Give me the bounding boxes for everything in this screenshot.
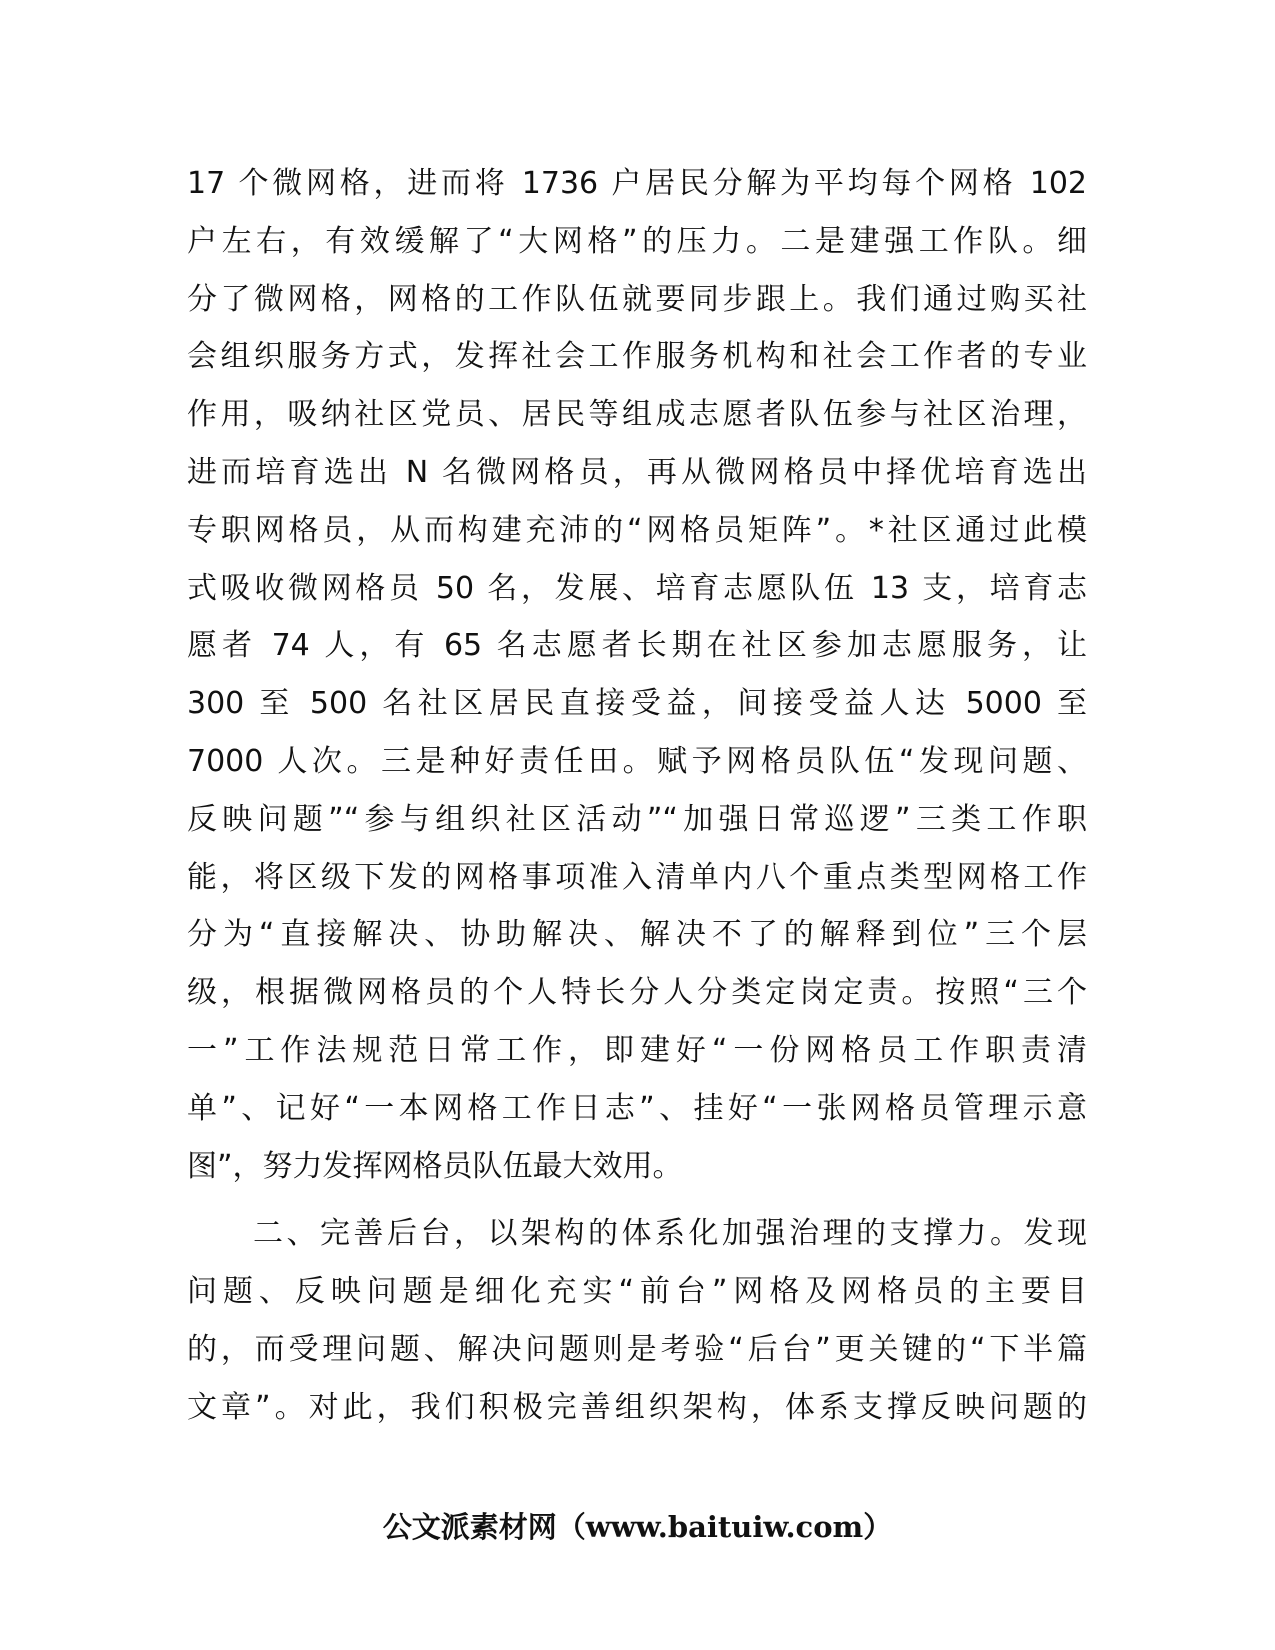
text-line: 愿者 74 人，有 65 名志愿者长期在社区参加志愿服务，让: [187, 628, 1087, 664]
paragraph-1: [187, 155, 1087, 1195]
text-line: 级，根据微网格员的个人特长分人分类定岗定责。按照“三个: [187, 975, 1087, 1011]
text-line: 问题、反映问题是细化充实“前台”网格及网格员的主要目: [187, 1274, 1087, 1310]
text-line: 图”，努力发挥网格员队伍最大效用。: [187, 1148, 683, 1184]
document-body: [187, 155, 1087, 1437]
footer-watermark-text: 公文派素材网（www.baituiw.com）: [382, 1510, 893, 1544]
text-line: 17 个微网格，进而将 1736 户居民分解为平均每个网格 102: [187, 166, 1087, 201]
paragraph-gap: [187, 1195, 1087, 1205]
text-line: 反映问题”“参与组织社区活动”“加强日常巡逻”三类工作职: [187, 801, 1087, 837]
text-line: 单”、记好“一本网格工作日志”、挂好“一张网格员管理示意: [187, 1090, 1087, 1126]
paragraph-2: [187, 1205, 1087, 1436]
text-line: 专职网格员，从而构建充沛的“网格员矩阵”。*社区通过此模: [187, 512, 1087, 548]
text-line: 式吸收微网格员 50 名，发展、培育志愿队伍 13 支，培育志: [187, 570, 1087, 606]
text-line: 会组织服务方式，发挥社会工作服务机构和社会工作者的专业: [187, 339, 1087, 375]
text-line: 二、完善后台，以架构的体系化加强治理的支撑力。发现: [253, 1216, 1087, 1252]
text-line: 7000 人次。三是种好责任田。赋予网格员队伍“发现问题、: [187, 743, 1087, 779]
text-line: 作用，吸纳社区党员、居民等组成志愿者队伍参与社区治理，: [187, 397, 1087, 433]
text-line: 户左右，有效缓解了“大网格”的压力。二是建强工作队。细: [187, 223, 1087, 259]
text-line: 分了微网格，网格的工作队伍就要同步跟上。我们通过购买社: [187, 281, 1087, 317]
text-line: 分为“直接解决、协助解决、解决不了的解释到位”三个层: [187, 917, 1087, 953]
text-line: 300 至 500 名社区居民直接受益，间接受益人达 5000 至: [187, 686, 1087, 722]
text-line: 进而培育选出 N 名微网格员，再从微网格员中择优培育选出: [187, 454, 1087, 490]
text-line: 能，将区级下发的网格事项准入清单内八个重点类型网格工作: [187, 859, 1087, 895]
text-line: 的，而受理问题、解决问题则是考验“后台”更关键的“下半篇: [187, 1331, 1087, 1367]
text-line: 一”工作法规范日常工作，即建好“一份网格员工作职责清: [187, 1032, 1087, 1068]
text-line: 文章”。对此，我们积极完善组织架构，体系支撑反映问题的: [187, 1389, 1087, 1425]
